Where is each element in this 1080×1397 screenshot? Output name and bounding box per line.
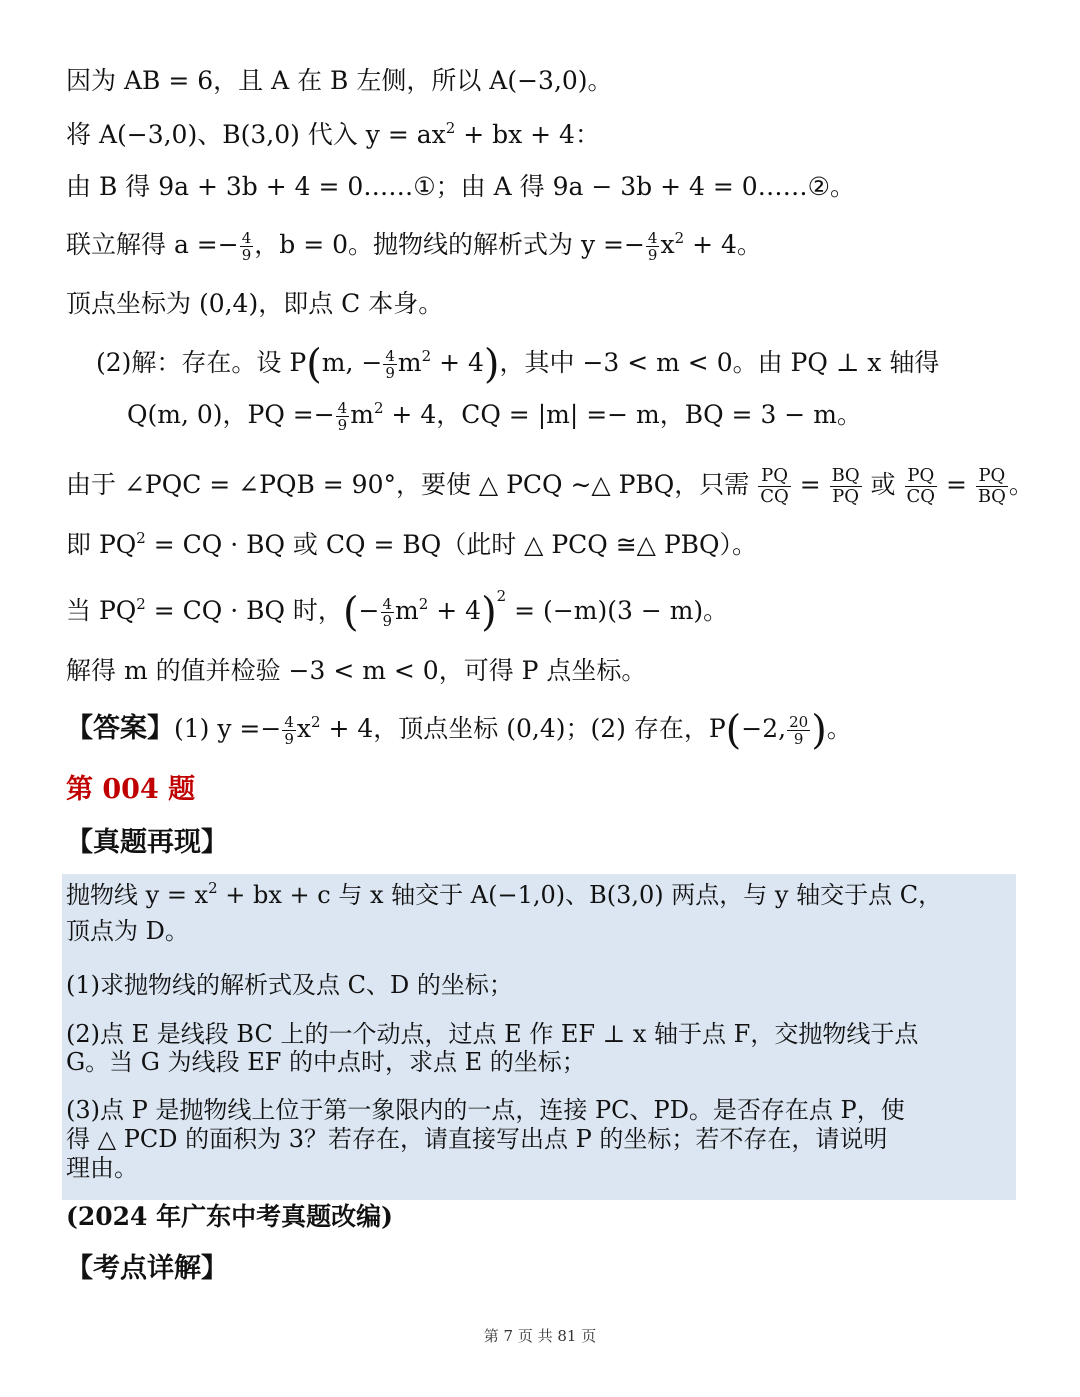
fraction xyxy=(976,466,1008,507)
numerator: BQ xyxy=(831,465,860,486)
solution-line-2 xyxy=(66,120,600,150)
question-box xyxy=(62,874,1016,1200)
question-intro-line-2: 顶点为 D。 xyxy=(66,917,189,945)
text: 抛物线 y = x xyxy=(66,881,209,909)
text: = xyxy=(938,470,975,499)
text: m xyxy=(397,348,422,377)
text: ，b = 0。抛物线的解析式为 y =− xyxy=(254,230,645,259)
solution-line-5: 顶点坐标为 (0,4)，即点 C 本身。 xyxy=(66,289,444,318)
numerator: 4 xyxy=(647,229,658,247)
denominator: BQ xyxy=(977,486,1006,507)
text: x xyxy=(660,230,675,259)
superscript: 2 xyxy=(136,529,146,547)
text: m xyxy=(350,400,374,429)
solution-line-8 xyxy=(66,466,1034,507)
numerator: PQ xyxy=(758,466,791,487)
denominator: CQ xyxy=(906,486,936,507)
paren-close: ) xyxy=(481,589,497,636)
paren-open: ( xyxy=(725,707,742,754)
superscript: 2 xyxy=(136,595,146,613)
text: (2)解：存在。设 P xyxy=(96,348,307,377)
superscript: 2 xyxy=(373,399,384,417)
fraction xyxy=(646,230,660,263)
superscript: 2 xyxy=(208,879,218,897)
denominator: 9 xyxy=(647,246,658,264)
section-heading-key-points: 【考点详解】 xyxy=(66,1253,228,1284)
question-part-3-line-1: (3)点 P 是抛物线上位于第一象限内的一点，连接 PC、PD。是否存在点 P，使 xyxy=(66,1096,905,1124)
text: m xyxy=(395,596,419,625)
fraction xyxy=(383,348,397,381)
solution-line-9 xyxy=(66,530,757,560)
text: + 4。 xyxy=(684,230,762,259)
fraction xyxy=(758,466,791,507)
numerator: PQ xyxy=(905,466,938,487)
text: + 4 xyxy=(428,596,482,625)
numerator: 4 xyxy=(241,229,252,247)
paren-close: ) xyxy=(811,707,827,754)
superscript: 2 xyxy=(445,119,456,137)
text: x xyxy=(296,714,311,743)
text: 。 xyxy=(1008,470,1034,499)
paren-open: ( xyxy=(342,589,359,636)
fraction xyxy=(905,466,938,507)
text: (1) y =− xyxy=(174,714,282,743)
question-part-2-line-2: G。当 G 为线段 EF 的中点时，求点 E 的坐标； xyxy=(66,1048,586,1076)
text: + bx + c 与 x 轴交于 A(−1,0)、B(3,0) 两点，与 y 轴交于点 C， xyxy=(217,881,943,909)
fraction xyxy=(381,596,395,629)
solution-line-11: 解得 m 的值并检验 −3 < m < 0，可得 P 点坐标。 xyxy=(66,656,647,685)
fraction xyxy=(240,230,254,263)
numerator: 4 xyxy=(284,713,294,731)
text: m, − xyxy=(321,348,383,377)
numerator: 20 xyxy=(789,713,809,731)
text: 由于 ∠PQC = ∠PQB = 90°，要使 △ PCQ ∼△ PBQ，只需 xyxy=(66,470,758,499)
text: + 4，顶点坐标 (0,4)；(2) 存在，P xyxy=(320,714,726,743)
question-part-1: (1)求抛物线的解析式及点 C、D 的坐标； xyxy=(66,971,513,999)
text: ，其中 −3 < m < 0。由 PQ ⊥ x 轴得 xyxy=(499,348,940,377)
text: = (−m)(3 − m)。 xyxy=(506,596,729,625)
text: 联立解得 a =− xyxy=(66,230,239,259)
solution-line-1: 因为 AB = 6，且 A 在 B 左侧，所以 A(−3,0)。 xyxy=(66,66,613,95)
text: = CQ · BQ 或 CQ = BQ（此时 △ PCQ ≅△ PBQ）。 xyxy=(145,530,758,559)
denominator: CQ xyxy=(760,486,789,507)
superscript: 2 xyxy=(674,229,685,247)
question-part-3-line-2: 得 △ PCD 的面积为 3？若存在，请直接写出点 P 的坐标；若不存在，请说明 xyxy=(66,1125,888,1153)
denominator: PQ xyxy=(832,486,860,507)
text: 。 xyxy=(826,714,852,743)
paren-open: ( xyxy=(306,341,322,388)
superscript: 2 xyxy=(310,713,321,731)
answer-line xyxy=(66,707,852,754)
solution-line-10 xyxy=(66,587,729,636)
numerator: PQ xyxy=(976,466,1008,487)
solution-line-3: 由 B 得 9a + 3b + 4 = 0……①；由 A 得 9a − 3b + 4 = 0……②。 xyxy=(66,172,856,201)
superscript: 2 xyxy=(418,595,429,613)
question-intro-line-1 xyxy=(66,880,942,910)
answer-label: 【答案】 xyxy=(66,713,174,744)
denominator: 9 xyxy=(385,364,395,382)
denominator: 9 xyxy=(382,612,393,630)
denominator: 9 xyxy=(284,730,294,748)
text: = xyxy=(791,470,829,499)
paren-close: ) xyxy=(483,341,500,388)
fraction xyxy=(830,466,862,507)
text: 即 PQ xyxy=(66,530,137,559)
question-part-2-line-1: (2)点 E 是线段 BC 上的一个动点，过点 E 作 EF ⊥ x 轴于点 F，交抛物线于点 xyxy=(66,1020,919,1048)
text: + 4，CQ = |m| =− m，BQ = 3 − m。 xyxy=(383,400,862,429)
text: −2, xyxy=(741,714,787,743)
page-footer: 第 7 页 共 81 页 xyxy=(483,1327,597,1345)
problem-title: 第 004 题 xyxy=(66,774,196,805)
text: + bx + 4： xyxy=(455,120,600,149)
text: Q(m, 0)，PQ =− xyxy=(127,400,335,429)
superscript: 2 xyxy=(496,587,507,605)
question-source: (2024 年广东中考真题改编) xyxy=(66,1202,393,1231)
fraction xyxy=(282,714,296,747)
denominator: 9 xyxy=(793,730,804,748)
solution-line-4 xyxy=(66,230,762,263)
section-heading-real-question: 【真题再现】 xyxy=(66,827,228,858)
numerator: 4 xyxy=(382,595,393,613)
denominator: 9 xyxy=(337,416,348,434)
text: − xyxy=(358,596,380,625)
question-part-3-line-3: 理由。 xyxy=(66,1154,138,1182)
text: 当 PQ xyxy=(66,596,137,625)
text: 或 xyxy=(862,470,904,499)
text: + 4 xyxy=(431,348,484,377)
numerator: 4 xyxy=(385,347,395,365)
text: 将 A(−3,0)、B(3,0) 代入 y = ax xyxy=(66,120,446,149)
solution-line-6 xyxy=(96,341,940,388)
text: = CQ · BQ 时， xyxy=(145,596,343,625)
fraction xyxy=(787,714,810,747)
numerator: 4 xyxy=(337,399,348,417)
superscript: 2 xyxy=(421,347,432,365)
denominator: 9 xyxy=(241,246,252,264)
solution-line-7 xyxy=(127,400,862,433)
fraction xyxy=(336,400,350,433)
